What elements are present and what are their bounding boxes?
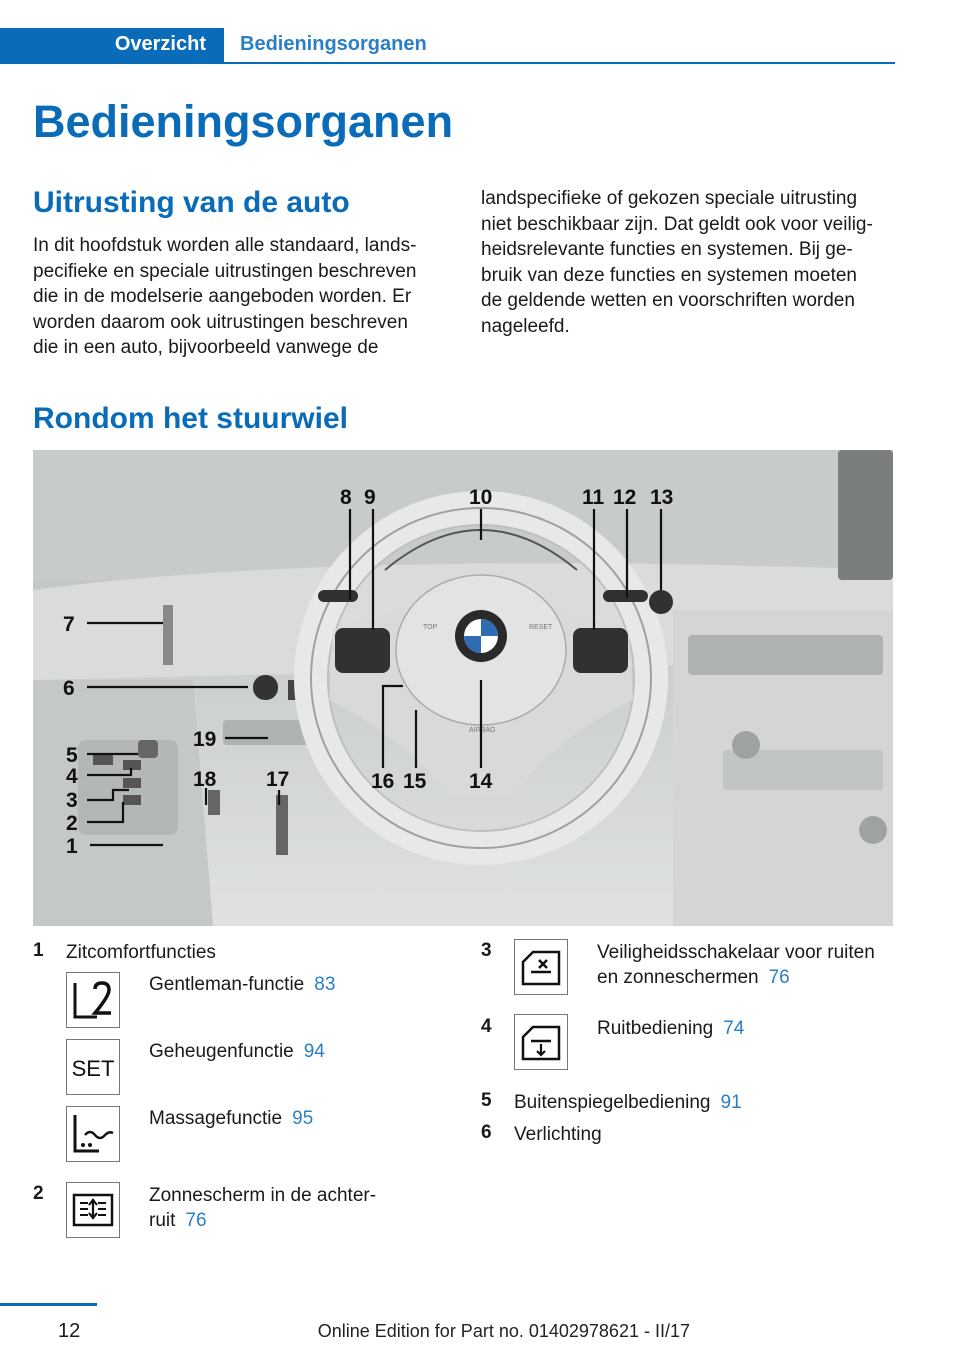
page-link-83[interactable]: 83 (314, 974, 336, 995)
callout-14: 14 (469, 770, 493, 793)
callout-15: 15 (403, 770, 427, 793)
tab-overzicht-label: Overzicht (114, 33, 206, 55)
svg-text:SET: SET (71, 1056, 115, 1081)
legend-label-1: Zitcomfortfuncties (66, 942, 216, 963)
footer-rule (0, 1303, 97, 1306)
page-number: 12 (58, 1320, 81, 1342)
legend-num-4: 4 (481, 1016, 492, 1037)
callout-6: 6 (63, 677, 75, 700)
callout-3: 3 (66, 789, 78, 812)
callout-4: 4 (66, 765, 78, 788)
callout-2: 2 (66, 812, 78, 835)
legend-label-4: Ruitbediening 74 (597, 1018, 745, 1039)
callout-9: 9 (364, 486, 376, 509)
set-memory-icon (66, 1039, 120, 1095)
callout-12: 12 (613, 486, 637, 509)
window-control-icon (514, 1014, 568, 1070)
page-title: Bedieningsorganen (33, 96, 454, 147)
legend-label-2: Zonnescherm in de achter- ruit 76 (149, 1185, 377, 1231)
callout-13: 13 (650, 486, 674, 509)
page-link-74[interactable]: 74 (723, 1018, 745, 1039)
intro-text-left: In dit hoofdstuk worden alle standaard, lands- pecifieke en speciale uitrustingen beschreven die in de modelserie aangeboden worden. Er worden daarom ook uitrustingen beschreven die in een auto, bijvoorbeeld vanwege de (33, 235, 417, 358)
legend-sub-massage: Massagefunctie 95 (149, 1108, 314, 1129)
callout-10: 10 (469, 486, 493, 509)
callout-8: 8 (340, 486, 352, 509)
wheel-label-top: TOP (423, 624, 438, 631)
section-heading-uitrusting: Uitrusting van de auto (33, 186, 350, 219)
window-lock-icon (514, 939, 568, 995)
callout-16: 16 (371, 770, 395, 793)
callout-7: 7 (63, 613, 75, 636)
header-tabs (0, 28, 895, 64)
edition-info: Online Edition for Part no. 01402978621 - II/17 (317, 1321, 690, 1341)
legend-num-1: 1 (33, 940, 44, 961)
callout-1: 1 (66, 835, 78, 858)
legend-label-6: Verlichting (514, 1124, 602, 1145)
legend-label-3: Veiligheidsschakelaar voor ruiten en zonneschermen 76 (597, 942, 875, 988)
page-link-76a[interactable]: 76 (185, 1210, 207, 1231)
legend-num-5: 5 (481, 1090, 492, 1111)
callout-17: 17 (266, 768, 290, 791)
tab-bedieningsorganen[interactable]: Bedieningsorganen (240, 33, 427, 55)
page-link-76b[interactable]: 76 (768, 967, 790, 988)
section-heading-stuurwiel: Rondom het stuurwiel (33, 402, 348, 435)
intro-text-right: landspecifieke of gekozen speciale uitrusting niet beschikbaar zijn. Dat geldt ook voor veilig- heidsrelevante functies en systemen. Bij ge- bruik van deze functies en systemen moeten de geldende wetten en voorschriften worden nageleefd. (481, 188, 873, 337)
legend-sub-gentleman: Gentleman-functie 83 (149, 974, 336, 995)
page-link-91[interactable]: 91 (720, 1092, 742, 1113)
massage-icon (66, 1106, 120, 1162)
legend-num-2: 2 (33, 1183, 44, 1204)
legend-sub-geheugen: Geheugenfunctie 94 (149, 1041, 325, 1062)
page-link-94[interactable]: 94 (303, 1041, 325, 1062)
cockpit-illustration (33, 450, 893, 926)
callout-18: 18 (193, 768, 217, 791)
page-link-95[interactable]: 95 (292, 1108, 314, 1129)
legend-num-3: 3 (481, 940, 492, 961)
legend-label-5: Buitenspiegelbediening 91 (514, 1092, 742, 1113)
legend-num-6: 6 (481, 1122, 492, 1143)
rear-sunblind-icon (66, 1182, 120, 1238)
wheel-label-reset: RESET (529, 624, 553, 631)
wheel-label-airbag: AIRBAG (469, 727, 496, 734)
seat-two-icon (66, 972, 120, 1028)
callout-11: 11 (582, 486, 605, 509)
callout-19: 19 (193, 728, 217, 751)
callout-5: 5 (66, 744, 78, 767)
tab-overzicht[interactable] (0, 28, 224, 62)
